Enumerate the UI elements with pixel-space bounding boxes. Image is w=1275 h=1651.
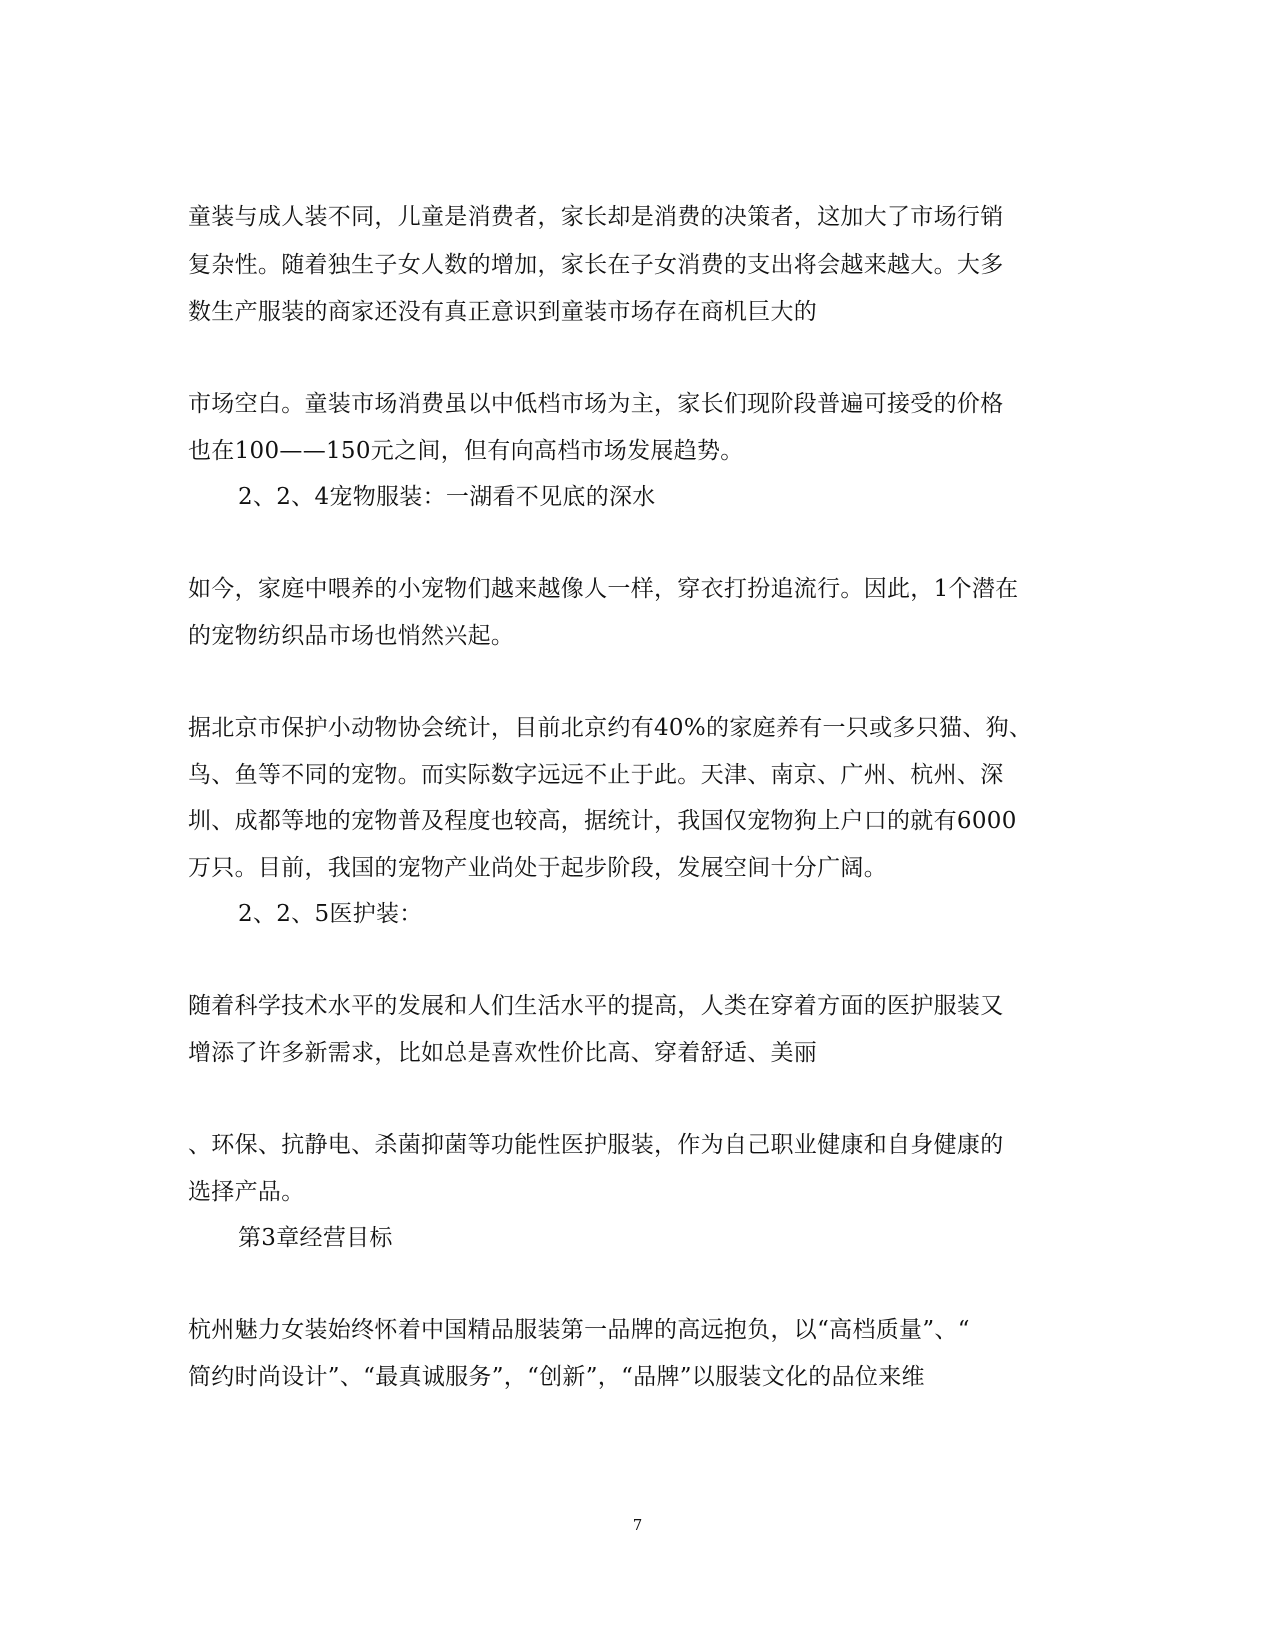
body-text-line: 数生产服装的商家还没有真正意识到童装市场存在商机巨大的 xyxy=(188,299,818,325)
body-text-line: 据北京市保护小动物协会统计，目前北京约有40%的家庭养有一只或多只猫、狗、 xyxy=(188,715,1033,741)
body-text-line: 、环保、抗静电、杀菌抑菌等功能性医护服装，作为自己职业健康和自身健康的 xyxy=(188,1132,1004,1158)
body-text-line: 童装与成人装不同，儿童是消费者，家长却是消费的决策者，这加大了市场行销 xyxy=(188,204,1004,230)
body-text-line: 如今，家庭中喂养的小宠物们越来越像人一样，穿衣打扮追流行。因此，1个潜在 xyxy=(188,576,1019,602)
body-text-line: 市场空白。童装市场消费虽以中低档市场为主，家长们现阶段普遍可接受的价格 xyxy=(188,391,1004,417)
body-text-line: 的宠物纺织品市场也悄然兴起。 xyxy=(188,623,515,649)
section-heading: 2、2、4宠物服装：一湖看不见底的深水 xyxy=(238,484,656,510)
body-text-line: 也在100——150元之间，但有向高档市场发展趋势。 xyxy=(188,438,744,464)
body-text-line: 杭州魅力女装始终怀着中国精品服装第一品牌的高远抱负，以“高档质量”、“ xyxy=(188,1317,970,1343)
body-text-line: 随着科学技术水平的发展和人们生活水平的提高，人类在穿着方面的医护服装又 xyxy=(188,993,1004,1019)
body-text-line: 选择产品。 xyxy=(188,1179,305,1205)
page-number: 7 xyxy=(632,1516,643,1534)
body-text-line: 鸟、鱼等不同的宠物。而实际数字远远不止于此。天津、南京、广州、杭州、深 xyxy=(188,762,1004,788)
body-text-line: 复杂性。随着独生子女人数的增加，家长在子女消费的支出将会越来越大。大多 xyxy=(188,252,1004,278)
section-heading: 2、2、5医护装： xyxy=(238,901,423,927)
body-text-line: 万只。目前，我国的宠物产业尚处于起步阶段，发展空间十分广阔。 xyxy=(188,855,887,881)
body-text-line: 增添了许多新需求，比如总是喜欢性价比高、穿着舒适、美丽 xyxy=(188,1040,818,1066)
chapter-heading: 第3章经营目标 xyxy=(238,1225,393,1251)
body-text-line: 圳、成都等地的宠物普及程度也较高，据统计，我国仅宠物狗上户口的就有6000 xyxy=(188,808,1017,834)
body-text-line: 简约时尚设计”、“最真诚服务”，“创新”，“品牌”以服装文化的品位来维 xyxy=(188,1364,925,1390)
